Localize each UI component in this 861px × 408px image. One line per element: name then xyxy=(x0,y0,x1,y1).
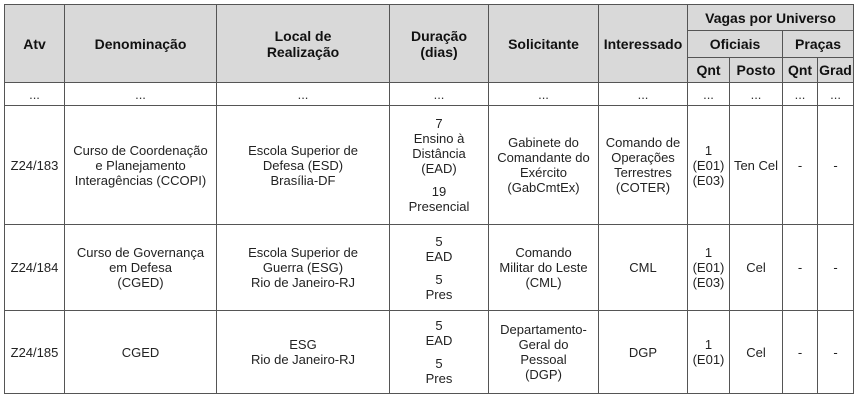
text-line: (COTER) xyxy=(615,180,671,195)
header-pracas: Praças xyxy=(783,31,854,58)
cell-duracao xyxy=(390,106,489,225)
cell-solicitante xyxy=(489,311,599,394)
ellipsis-cell: ... xyxy=(217,83,390,106)
cell-interessado xyxy=(599,106,688,225)
text-line: EAD xyxy=(425,248,453,264)
text-line: Comando de xyxy=(605,135,681,150)
text-line: Comandante do xyxy=(497,150,590,165)
ellipsis-cell: ... xyxy=(489,83,599,106)
header-oficiais-posto: Posto xyxy=(730,58,783,83)
cell-denominacao xyxy=(65,225,217,311)
text-line: Defesa (ESD) xyxy=(262,157,344,173)
header-oficiais: Oficiais xyxy=(688,31,783,58)
cell-interessado xyxy=(599,225,688,311)
cell-solicitante xyxy=(489,106,599,225)
header-interessado: Interessado xyxy=(599,5,688,83)
text-line: (E01) xyxy=(692,352,725,367)
cell-oficiais-qnt xyxy=(688,225,730,311)
text-line: e Planejamento xyxy=(95,157,186,173)
ellipsis-cell: ... xyxy=(688,83,730,106)
text-line: (E03) xyxy=(692,172,725,188)
text-line: 5 xyxy=(435,233,443,249)
header-local xyxy=(217,5,390,83)
text-line: Rio de Janeiro-RJ xyxy=(250,275,356,290)
cell-atv: Z24/184 xyxy=(5,225,65,311)
header-pracas-qnt: Qnt xyxy=(783,58,818,83)
text-line: (GabCmtEx) xyxy=(507,180,580,195)
cell-interessado xyxy=(599,311,688,394)
text-line: 7 xyxy=(435,116,443,131)
text-line: 1 xyxy=(704,337,713,352)
text-line: (CML) xyxy=(525,275,562,290)
text-line: 5 xyxy=(435,356,443,371)
header-pracas-grad: Grad xyxy=(818,58,854,83)
text-line: Pessoal xyxy=(520,352,567,367)
text-line: Comando xyxy=(515,245,572,260)
table-row xyxy=(5,106,854,225)
ellipsis-cell: ... xyxy=(390,83,489,106)
ellipsis-cell: ... xyxy=(818,83,854,106)
cell-pracas-grad: - xyxy=(818,225,854,311)
cell-oficiais-posto: Cel xyxy=(730,225,783,311)
text-line: 19 xyxy=(431,184,447,199)
text-line: Distância xyxy=(412,146,466,161)
text-line: Interagências (CCOPI) xyxy=(74,172,207,188)
ellipsis-cell: ... xyxy=(783,83,818,106)
spacer xyxy=(391,348,487,356)
spacer xyxy=(391,176,487,184)
header-duracao-line1: Duração xyxy=(410,27,468,44)
text-line: Operações xyxy=(611,150,675,165)
header-oficiais-qnt: Qnt xyxy=(688,58,730,83)
text-line: CML xyxy=(629,260,657,275)
text-line: Escola Superior de xyxy=(248,142,358,158)
header-vagas: Vagas por Universo xyxy=(688,5,854,31)
text-line: 5 xyxy=(435,318,443,333)
cell-pracas-qnt: - xyxy=(783,106,818,225)
cell-duracao xyxy=(390,225,489,311)
cell-pracas-grad: - xyxy=(818,106,854,225)
cell-oficiais-qnt xyxy=(688,311,730,394)
ellipsis-cell: ... xyxy=(65,83,217,106)
text-line: DGP xyxy=(628,344,658,360)
header-solicitante: Solicitante xyxy=(489,5,599,83)
text-line: Guerra (ESG) xyxy=(262,260,344,275)
text-line: Pres xyxy=(425,286,453,302)
text-line: (DGP) xyxy=(525,367,562,382)
header-atv: Atv xyxy=(5,5,65,83)
cell-local xyxy=(217,225,390,311)
text-line: Terrestres xyxy=(614,165,672,180)
header-denominacao: Denominação xyxy=(65,5,217,83)
text-line: em Defesa xyxy=(109,260,172,275)
cell-atv: Z24/183 xyxy=(5,106,65,225)
text-line: Pres xyxy=(425,371,453,386)
cell-oficiais-qnt xyxy=(688,106,730,225)
text-line: 5 xyxy=(435,271,443,287)
cell-oficiais-posto: Cel xyxy=(730,311,783,394)
ellipsis-cell: ... xyxy=(5,83,65,106)
header-local-line2: Realização xyxy=(266,43,340,60)
cell-duracao xyxy=(390,311,489,394)
table-row xyxy=(5,225,854,311)
text-line: (CGED) xyxy=(117,275,164,290)
header-duracao-line2: (dias) xyxy=(420,43,458,60)
text-line: Departamento- xyxy=(500,322,587,337)
ellipsis-cell: ... xyxy=(730,83,783,106)
header-local-line1: Local de xyxy=(274,27,332,44)
cell-local xyxy=(217,106,390,225)
text-line: 1 xyxy=(704,142,713,158)
cell-pracas-qnt: - xyxy=(783,311,818,394)
text-line: EAD xyxy=(425,333,453,348)
table-row xyxy=(5,311,854,394)
text-line: Exército xyxy=(520,165,567,180)
text-line: 1 xyxy=(704,245,713,260)
text-line: Curso de Coordenação xyxy=(73,142,208,158)
text-line: Curso de Governança xyxy=(76,245,205,260)
text-line: (EAD) xyxy=(421,161,457,176)
text-line: ESG xyxy=(289,337,317,352)
text-line: Brasília-DF xyxy=(270,172,336,188)
cell-atv: Z24/185 xyxy=(5,311,65,394)
cell-oficiais-posto: Ten Cel xyxy=(730,106,783,225)
text-line: Militar do Leste xyxy=(499,260,588,275)
spacer xyxy=(391,264,487,272)
ellipsis-row xyxy=(5,83,854,106)
text-line: (E03) xyxy=(692,275,725,290)
text-line: Rio de Janeiro-RJ xyxy=(250,352,356,367)
text-line: (E01) xyxy=(692,260,725,275)
text-line: Ensino à xyxy=(413,131,465,146)
text-line: Escola Superior de xyxy=(248,245,358,260)
header-duracao xyxy=(390,5,489,83)
cell-denominacao xyxy=(65,311,217,394)
text-line: Geral do xyxy=(518,337,569,352)
cell-denominacao xyxy=(65,106,217,225)
text-line: Presencial xyxy=(408,199,470,214)
text-line: CGED xyxy=(121,344,160,360)
cell-pracas-grad: - xyxy=(818,311,854,394)
courses-table xyxy=(4,4,854,394)
cell-pracas-qnt: - xyxy=(783,225,818,311)
cell-local xyxy=(217,311,390,394)
ellipsis-cell: ... xyxy=(599,83,688,106)
text-line: Gabinete do xyxy=(508,135,579,150)
text-line: (E01) xyxy=(692,157,725,173)
cell-solicitante xyxy=(489,225,599,311)
